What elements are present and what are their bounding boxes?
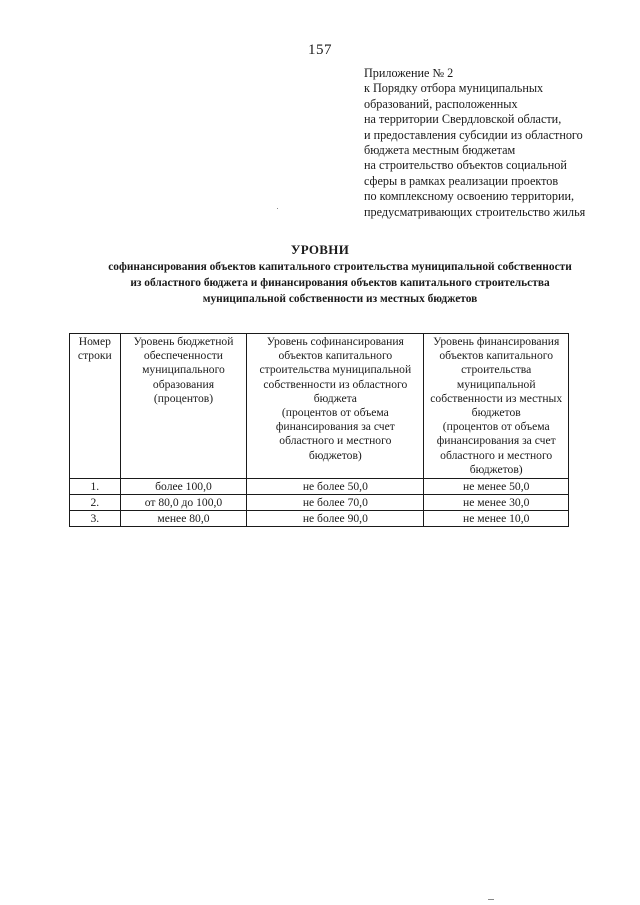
header-line: областного и местного bbox=[279, 434, 392, 448]
appendix-line: к Порядку отбора муниципальных bbox=[364, 81, 544, 96]
scan-speck bbox=[277, 208, 278, 209]
cell-budget-level: менее 80,0 bbox=[120, 511, 247, 527]
header-cell-financing-level bbox=[424, 334, 569, 479]
cell-row-number: 3. bbox=[70, 511, 121, 527]
header-line: собственности из областного bbox=[263, 377, 408, 391]
table-header-row bbox=[70, 334, 569, 479]
appendix-line: и предоставления субсидии из областного bbox=[364, 127, 583, 142]
header-line: муниципального bbox=[142, 363, 225, 377]
appendix-line: на строительство объектов социальной bbox=[364, 158, 567, 173]
appendix-line: по комплексному освоению территории, bbox=[364, 189, 575, 204]
subtitle-line: софинансирования объектов капитального строительства муниципальной собственности bbox=[108, 261, 572, 273]
cell-budget-level: от 80,0 до 100,0 bbox=[120, 495, 247, 511]
table-row bbox=[70, 495, 569, 511]
header-line: обеспеченности bbox=[143, 349, 223, 363]
header-line: (процентов от объема bbox=[442, 420, 550, 434]
appendix-line: предусматривающих строительство жилья bbox=[364, 204, 586, 219]
cell-row-number: 2. bbox=[70, 495, 121, 511]
header-cell-row-number bbox=[70, 334, 121, 479]
cell-cofinancing-level: не более 70,0 bbox=[247, 495, 424, 511]
appendix-block bbox=[364, 66, 626, 220]
header-line: Уровень бюджетной bbox=[133, 335, 234, 348]
header-line: объектов капитального bbox=[278, 349, 393, 363]
header-line: образования bbox=[152, 377, 215, 391]
header-cell-cofinancing-level bbox=[247, 334, 424, 479]
appendix-line: сферы в рамках реализации проектов bbox=[364, 173, 559, 188]
appendix-line: бюджета местным бюджетам bbox=[364, 143, 516, 158]
header-line: (процентов) bbox=[153, 391, 214, 405]
header-line: Уровень софинансирования bbox=[266, 335, 404, 348]
header-line: Уровень финансирования bbox=[433, 335, 560, 348]
appendix-line: Приложение № 2 bbox=[364, 66, 454, 80]
document-subtitle bbox=[60, 259, 620, 307]
header-line: бюджетов bbox=[471, 406, 521, 420]
cell-row-number: 1. bbox=[70, 479, 121, 495]
appendix-line: образований, расположенных bbox=[364, 96, 518, 111]
cell-cofinancing-level: не более 90,0 bbox=[247, 511, 424, 527]
cell-budget-level: более 100,0 bbox=[120, 479, 247, 495]
cell-financing-level: не менее 30,0 bbox=[424, 495, 569, 511]
cell-cofinancing-level: не более 50,0 bbox=[247, 479, 424, 495]
header-line: финансирования за счет bbox=[275, 420, 395, 434]
header-line: (процентов от объема bbox=[281, 406, 389, 420]
header-cell-budget-level bbox=[120, 334, 247, 479]
document-title: УРОВНИ bbox=[290, 242, 350, 257]
subtitle-line: муниципальной собственности из местных бюджетов bbox=[202, 293, 478, 305]
page-number: 157 bbox=[308, 42, 332, 58]
header-line: объектов капитального bbox=[439, 349, 554, 363]
header-line: областного и местного bbox=[440, 448, 553, 462]
table-row bbox=[70, 511, 569, 527]
table-row bbox=[70, 479, 569, 495]
header-line: финансирования за счет bbox=[436, 434, 556, 448]
header-line: строительства муниципальной bbox=[456, 363, 536, 391]
header-line: строки bbox=[77, 349, 112, 363]
header-line: Номер bbox=[78, 335, 111, 348]
levels-table bbox=[69, 333, 569, 527]
header-line: строительства муниципальной bbox=[259, 363, 412, 377]
cell-financing-level: не менее 10,0 bbox=[424, 511, 569, 527]
header-line: бюджетов) bbox=[308, 448, 362, 462]
subtitle-line: из областного бюджета и финансирования объектов капитального строительства bbox=[130, 277, 550, 289]
header-line: собственности из местных bbox=[430, 391, 563, 405]
header-line: бюджета bbox=[313, 391, 357, 405]
scan-speck bbox=[488, 899, 494, 900]
appendix-line: на территории Свердловской области, bbox=[364, 112, 562, 127]
header-line: бюджетов) bbox=[469, 462, 523, 476]
cell-financing-level: не менее 50,0 bbox=[424, 479, 569, 495]
